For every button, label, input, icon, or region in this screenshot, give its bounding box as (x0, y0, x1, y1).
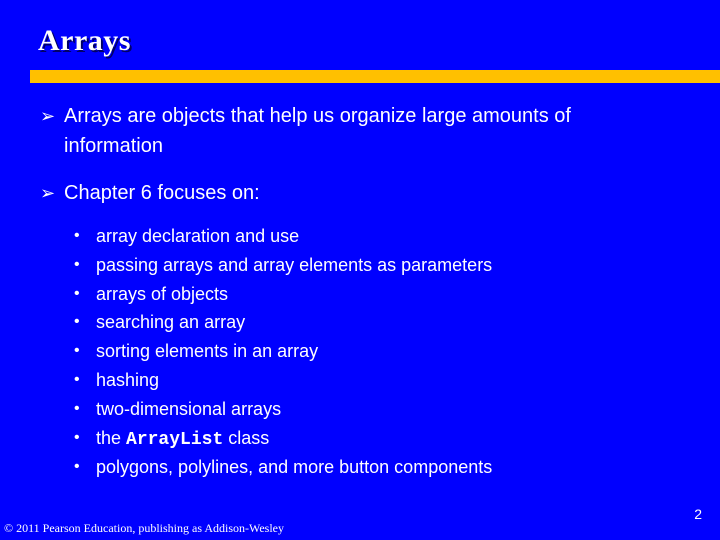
list-item (74, 453, 492, 482)
list-item-text: hashing (96, 369, 160, 390)
list-item (74, 395, 492, 424)
bullet-dot-icon: • (74, 342, 80, 360)
list-item-arraylist (74, 424, 492, 453)
page-number: 2 (694, 506, 702, 522)
bullet-arrays-definition (40, 101, 600, 161)
list-item (74, 222, 492, 251)
list-item (74, 280, 492, 309)
bullet-dot-icon: • (74, 313, 80, 331)
arrow-bullet-icon: ➢ (40, 183, 56, 203)
list-item-text: searching an array (96, 312, 246, 333)
bullet-text: Chapter 6 focuses on: (64, 182, 260, 204)
list-item-text: polygons, polylines, and more button components (96, 457, 493, 478)
chapter-topics-list (74, 222, 492, 482)
bullet-dot-icon: • (74, 428, 80, 446)
list-item-text: two-dimensional arrays (96, 398, 282, 419)
bullet-dot-icon: • (74, 255, 80, 273)
arrow-bullet-icon: ➢ (40, 106, 56, 126)
list-item-text: arrays of objects (96, 283, 229, 304)
bullet-dot-icon: • (74, 227, 80, 244)
title-underline-bar (30, 70, 720, 83)
arraylist-prefix: the (96, 427, 127, 448)
list-item (74, 366, 492, 395)
list-item-text (96, 424, 269, 453)
bullet-dot-icon: • (74, 458, 80, 476)
copyright-footer: © 2011 Pearson Education, publishing as Addison-Wesley (4, 521, 285, 535)
bullet-dot-icon: • (74, 399, 80, 417)
list-item (74, 337, 492, 366)
slide-title: Arrays (38, 24, 131, 57)
list-item-text: passing arrays and array elements as parameters (96, 254, 493, 275)
bullet-dot-icon: • (74, 370, 80, 388)
list-item (74, 251, 492, 280)
arraylist-suffix: class (223, 427, 270, 448)
bullet-chapter-focus (40, 178, 260, 208)
list-item-text: array declaration and use (96, 226, 300, 246)
list-item (74, 308, 492, 337)
bullet-text: Arrays are objects that help us organize large amounts of information (64, 105, 571, 157)
list-item-text: sorting elements in an array (96, 341, 319, 362)
bullet-dot-icon: • (74, 284, 80, 302)
arraylist-code: ArrayList (126, 429, 224, 450)
